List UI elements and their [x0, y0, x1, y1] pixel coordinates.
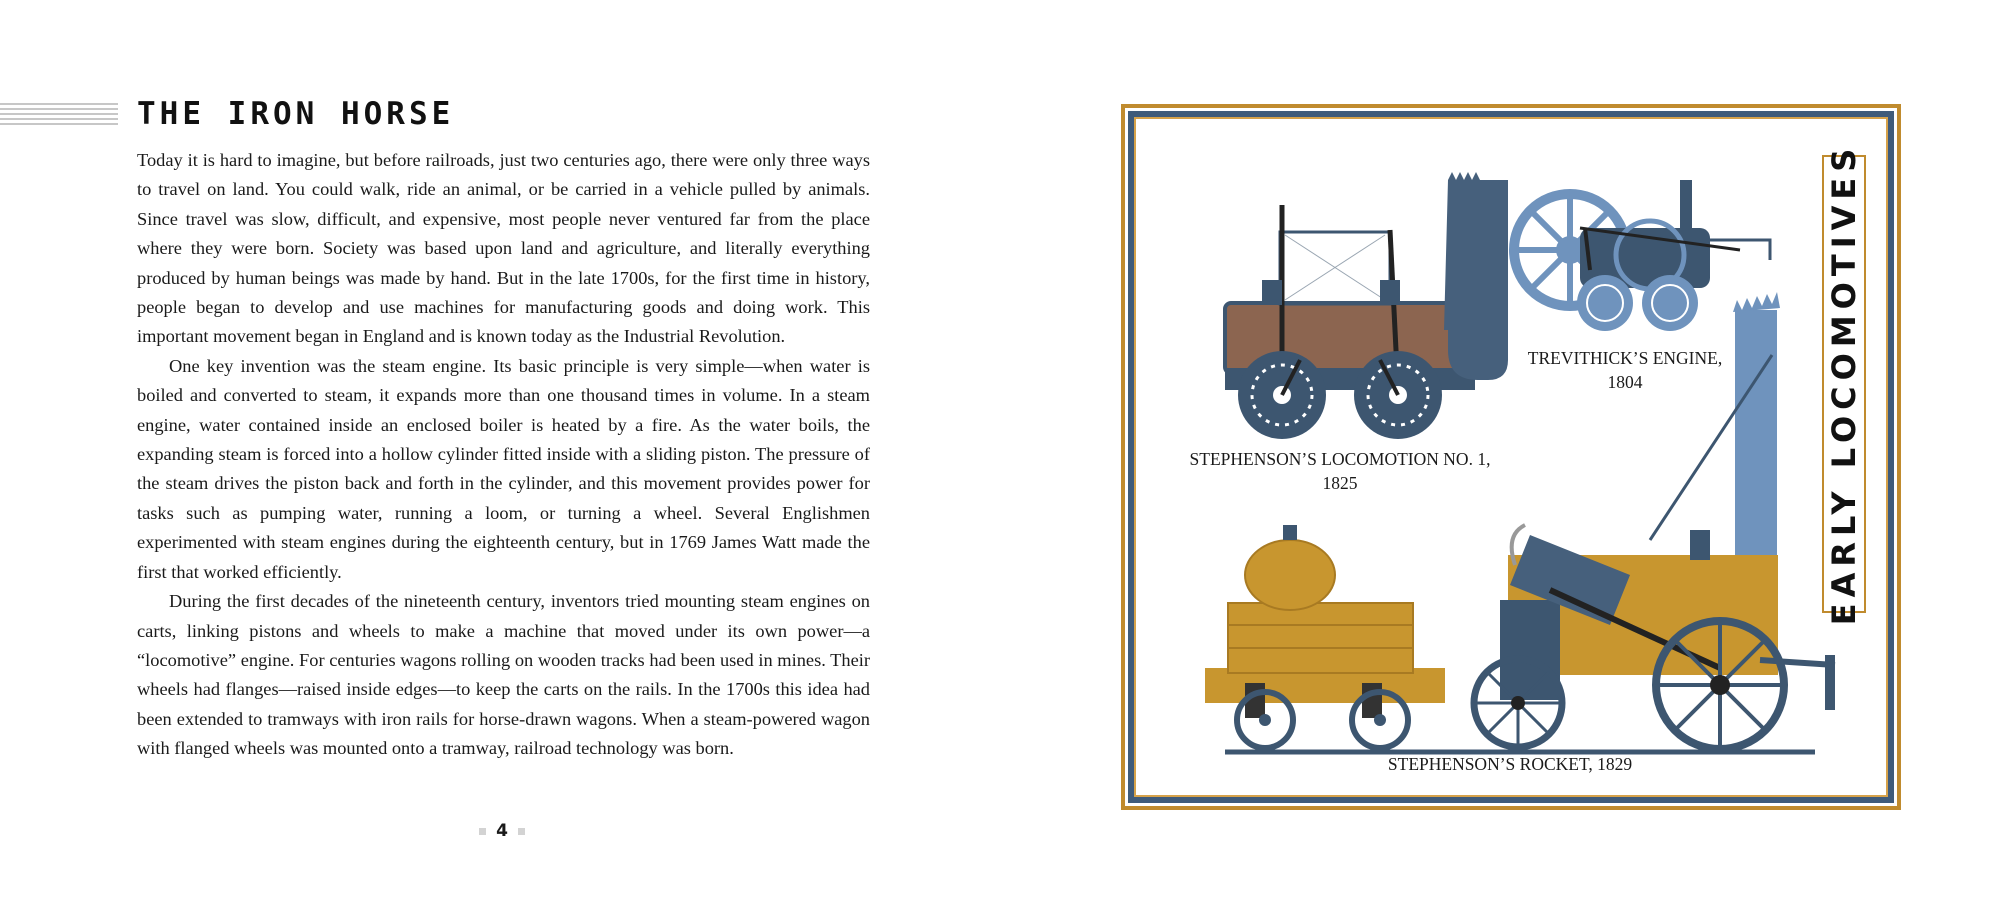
- page-number-value: 4: [496, 821, 508, 841]
- page-heading: THE IRON HORSE: [137, 96, 455, 132]
- paragraph-3: During the first decades of the nineteenth century, inventors tried mounting steam engines on carts, linking pistons and wheels to make a machine that moved under its own power—a “locomotive” engine. For centuries wagons rolling on wooden tracks had been used in mines. Their wheels had flanges—raised inside edges—to keep the carts on the rails. In the 1700s this idea had been extended to tramways with iron rails for horse-drawn wagons. When a steam-powered wagon with flanged wheels was mounted onto a tramway, railroad technology was born.: [137, 591, 870, 759]
- trevithick-engine-illustration: [1514, 180, 1770, 331]
- vertical-title-box: [1822, 142, 1866, 626]
- paragraph-1: Today it is hard to imagine, but before railroads, just two centuries ago, there were only three ways to travel on land. You could walk, ride an animal, or be carried in a vehicle pulled by animals. Since travel was slow, difficult, and expensive, most people never ventured far from the place where they were born. Society was based upon land and agriculture, and literally everything produced by human beings was made by hand. But in the late 1700s, for the first time in history, people began to develop and use machines for manufacturing goods and doing work. This important movement began in England and is known today as the Industrial Revolution.: [137, 150, 870, 347]
- caption-rocket: STEPHENSON’S ROCKET, 1829: [1387, 754, 1633, 774]
- caption-locomotion: STEPHENSON’S LOCOMOTION NO. 1, 1825: [1189, 449, 1491, 493]
- caption-trevithick: TREVITHICK’S ENGINE, 1804: [1527, 348, 1723, 392]
- locomotion-no1-illustration: [1225, 172, 1508, 439]
- vertical-title: EARLY LOCOMOTIVES: [1825, 142, 1863, 626]
- paragraph-2: One key invention was the steam engine. Its basic principle is very simple—when water is boiled and converted to steam, it expands more than one thousand times in volume. In a steam engine, water contained inside an enclosed boiler is heated by a fire. As the water boils, the expanding steam is forced into a hollow cylinder fitted inside with a sliding piston. The pressure of the steam drives the piston back and forth in the cylinder, and this movement provides power for tasks such as pumping water, running a loom, or turning a wheel. Several Englishmen experimented with steam engines during the eighteenth century, but in 1769 James Watt made the first that worked efficiently.: [137, 355, 870, 582]
